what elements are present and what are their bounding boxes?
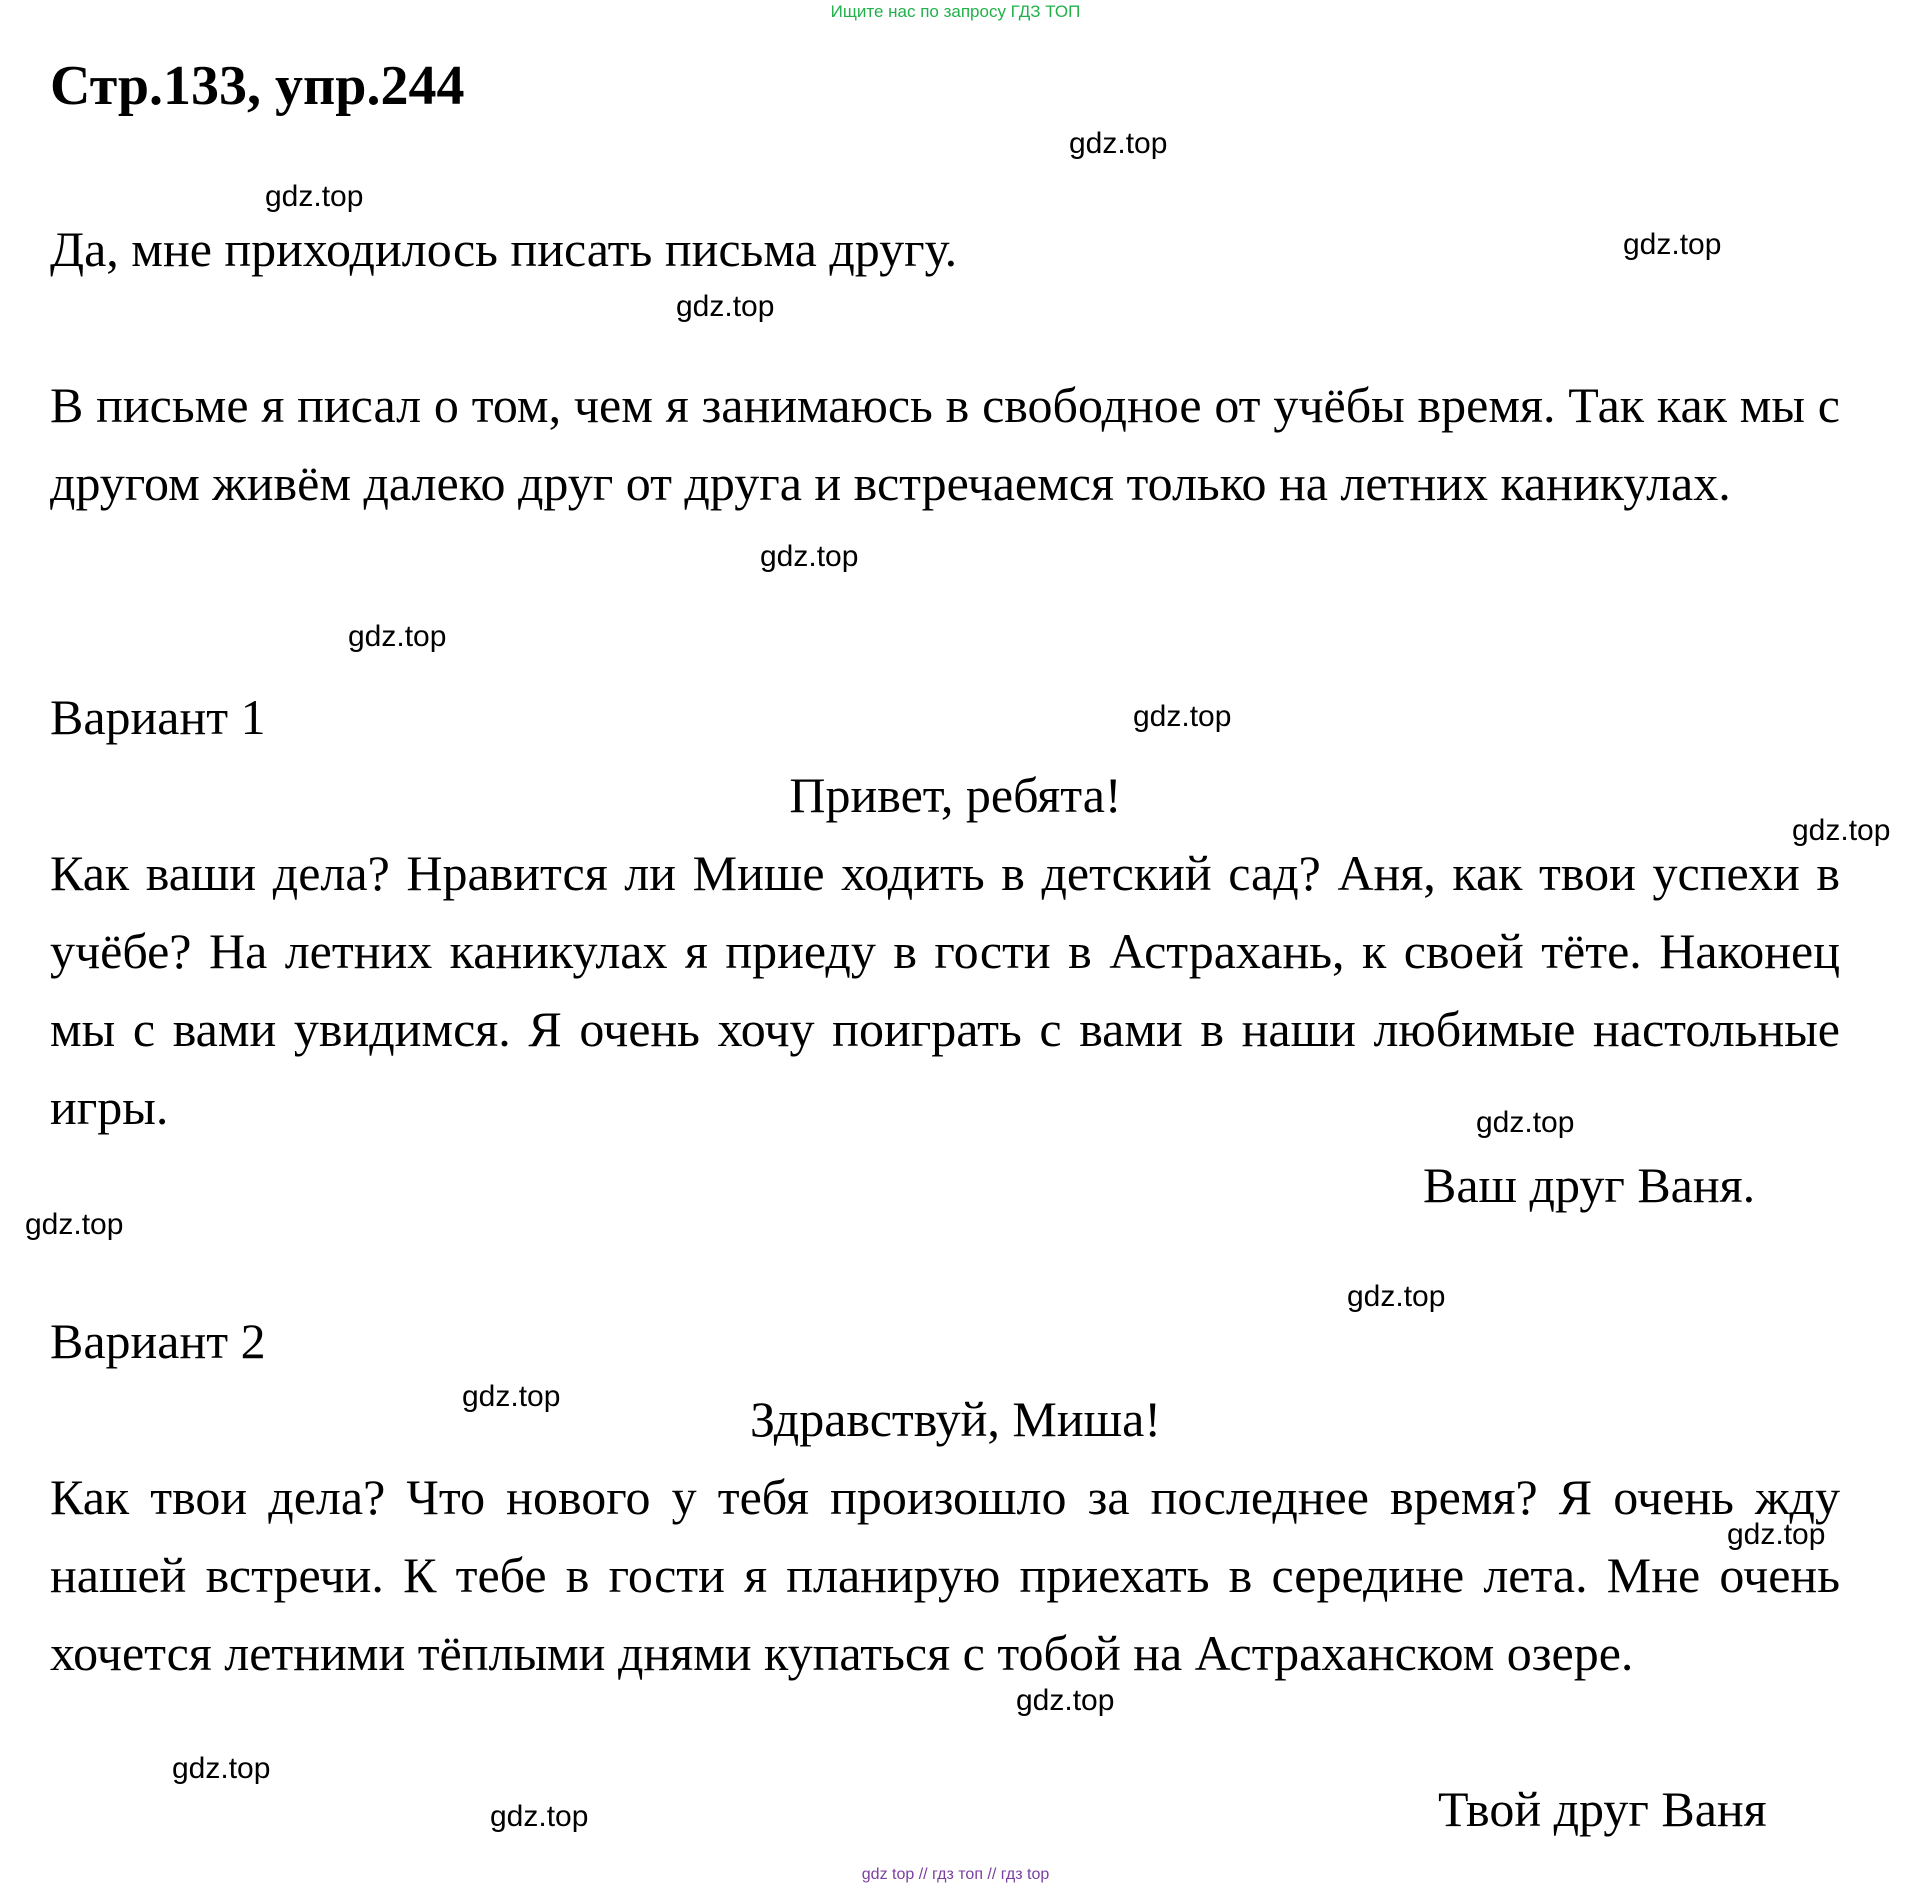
answer-intro: Да, мне приходилось писать письма другу. xyxy=(50,221,958,277)
watermark: gdz.top xyxy=(462,1380,561,1413)
watermark: gdz.top xyxy=(490,1800,589,1833)
watermark: gdz.top xyxy=(1069,127,1168,160)
watermark: gdz.top xyxy=(1727,1518,1826,1551)
variant-1-greeting: Привет, ребята! xyxy=(789,767,1122,823)
watermark: gdz.top xyxy=(348,620,447,653)
answer-explanation: В письме я писал о том, чем я занимаюсь в свободное от учёбы время. Так как мы с другом живём далеко друг от друга и встречаемся только на летних каникулах. xyxy=(50,377,1840,511)
watermark: gdz.top xyxy=(1016,1684,1115,1717)
footer-links: gdz top // гдз топ // гдз top xyxy=(861,1866,1050,1883)
watermark: gdz.top xyxy=(1133,700,1232,733)
page-title: Стр.133, упр.244 xyxy=(50,55,465,117)
watermark: gdz.top xyxy=(1792,814,1891,847)
variant-1-body: Как ваши дела? Нравится ли Мише ходить в детский сад? Аня, как твои успехи в учёбе? На летних каникулах я приеду в гости в Астрахань, к своей тёте. Наконец мы с вами увидимся. Я очень хочу поиграть с вами в наши любимые настольные игры. xyxy=(50,845,1840,1135)
variant-2-label: Вариант 2 xyxy=(50,1313,266,1369)
top-banner: Ищите нас по запросу ГДЗ ТОП xyxy=(830,2,1081,21)
variant-1-label: Вариант 1 xyxy=(50,689,266,745)
variant-2-body: Как твои дела? Что нового у тебя произошло за последнее время? Я очень жду нашей встречи. К тебе в гости я планирую приехать в середине лета. Мне очень хочется летними тёплыми днями купаться с тобой на Астраханском озере. xyxy=(50,1469,1840,1681)
watermark: gdz.top xyxy=(172,1752,271,1785)
variant-2-greeting: Здравствуй, Миша! xyxy=(749,1391,1161,1447)
variant-2-signature: Твой друг Ваня xyxy=(1438,1781,1767,1837)
watermark: gdz.top xyxy=(676,290,775,323)
variant-1-signature: Ваш друг Ваня. xyxy=(1423,1157,1756,1213)
watermark: gdz.top xyxy=(1476,1106,1575,1139)
watermark: gdz.top xyxy=(1623,228,1722,261)
watermark: gdz.top xyxy=(25,1208,124,1241)
watermark: gdz.top xyxy=(1347,1280,1446,1313)
watermark: gdz.top xyxy=(265,180,364,213)
watermark: gdz.top xyxy=(760,540,859,573)
